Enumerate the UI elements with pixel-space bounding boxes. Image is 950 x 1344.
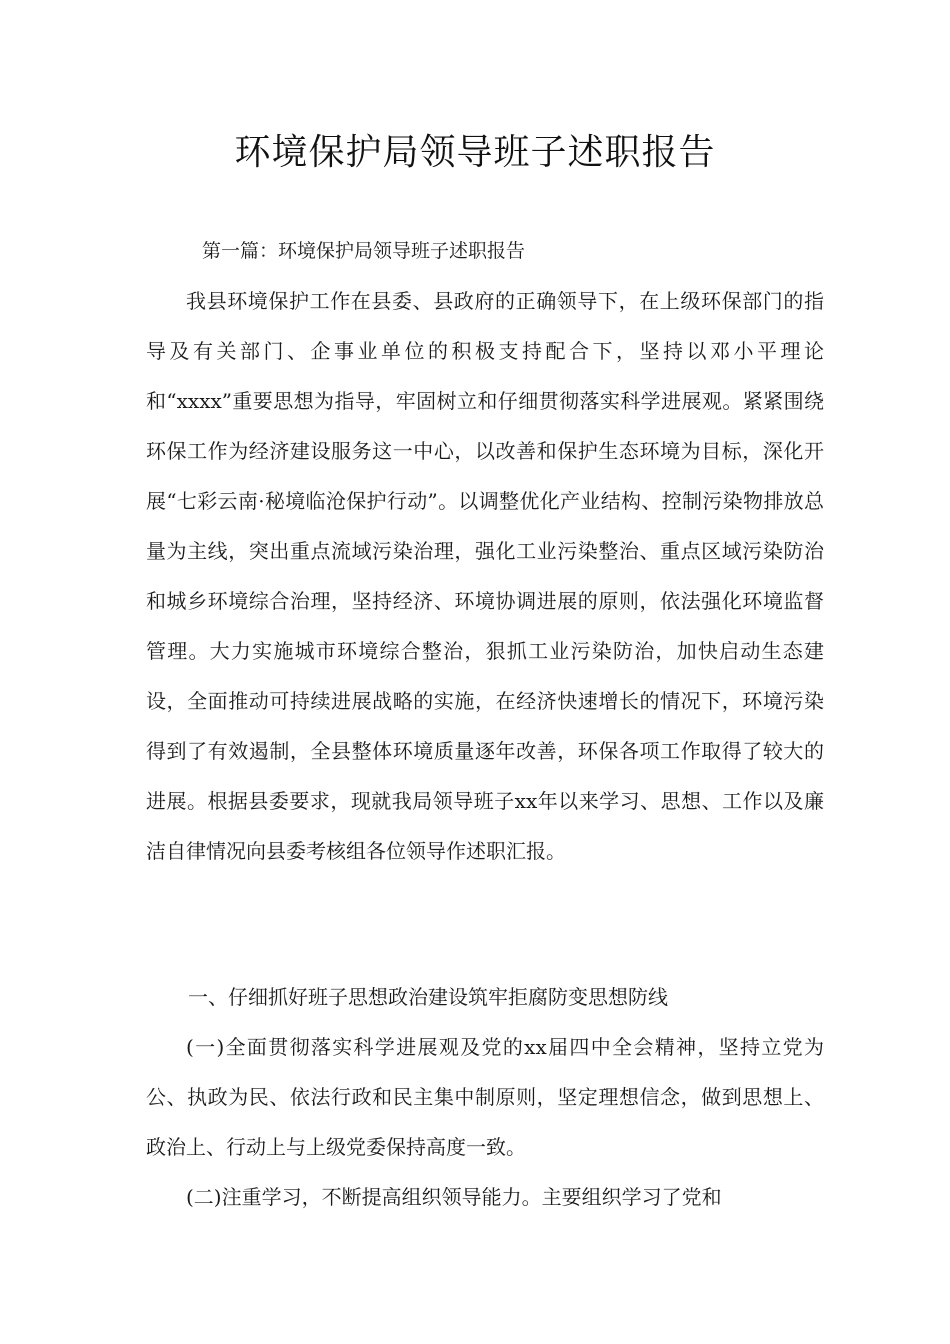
intro-paragraph: 我县环境保护工作在县委、县政府的正确领导下，在上级环保部门的指导及有关部门、企事业单位的积极支持配合下，坚持以邓小平理论和“xxxx”重要思想为指导，牢固树立和仔细贯彻落实科学进展观。紧紧围绕环保工作为经济建设服务这一中心，以改善和保护生态环境为目标，深化开展“七彩云南·秘境临沧保护行动”。以调整优化产业结构、控制污染物排放总量为主线，突出重点流域污染治理，强化工业污染整治、重点区域污染防治和城乡环境综合治理，坚持经济、环境协调进展的原则，依法强化环境监督管理。大力实施城市环境综合整治，狠抓工业污染防治，加快启动生态建设，全面推动可持续进展战略的实施，在经济快速增长的情况下，环境污染得到了有效遏制，全县整体环境质量逐年改善，环保各项工作取得了较大的进展。根据县委要求，现就我局领导班子xx年以来学习、思想、工作以及廉洁自律情况向县委考核组各位领导作述职汇报。 [146,289,824,863]
document-title: 环境保护局领导班子述职报告 [234,132,716,173]
section-heading-1: 一、仔细抓好班子思想政治建设筑牢拒腐防变思想防线 [188,985,668,1009]
document-subtitle: 第一篇：环境保护局领导班子述职报告 [202,240,526,262]
item-paragraph-2: (二)注重学习，不断提高组织领导能力。主要组织学习了党和 [186,1185,722,1209]
item-paragraph-1: (一)全面贯彻落实科学进展观及党的xx届四中全会精神，坚持立党为公、执政为民、依法行政和民主集中制原则，坚定理想信念，做到思想上、政治上、行动上与上级党委保持高度一致。 [146,1035,824,1159]
